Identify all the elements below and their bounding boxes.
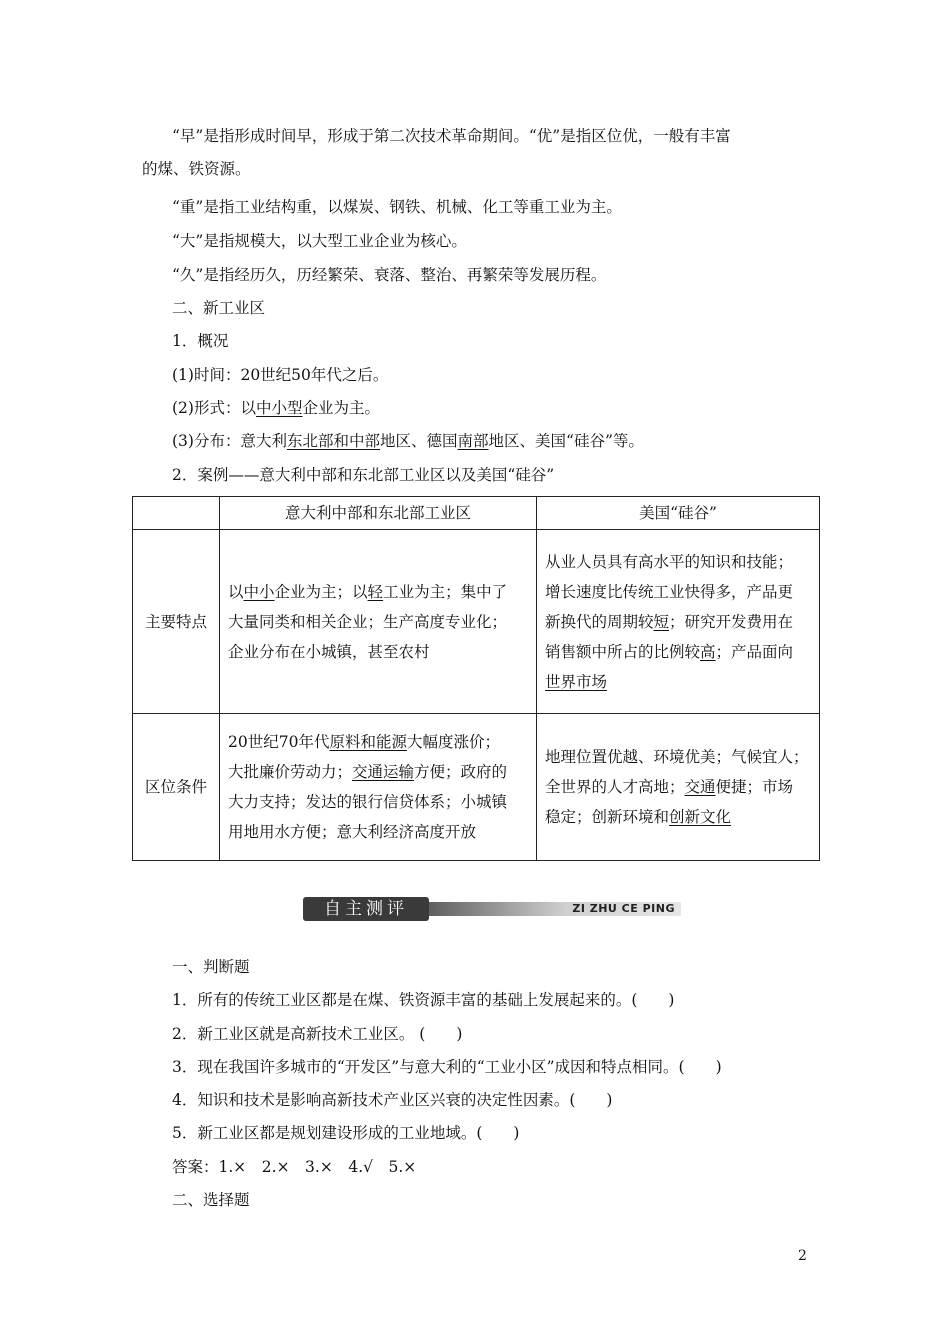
table-row-location [133, 714, 820, 861]
question-2: 2．新工业区就是高新技术工业区。 ( ) [172, 1025, 463, 1043]
overview-heading: 1．概况 [172, 332, 229, 350]
question-1: 1．所有的传统工业区都是在煤、铁资源丰富的基础上发展起来的。( ) [172, 991, 675, 1009]
intro-paragraph-2: “重”是指工业结构重，以煤炭、钢铁、机械、化工等重工业为主。 [172, 198, 622, 216]
overview-form: (2)形式：以中小型企业为主。 [172, 399, 380, 417]
judgement-heading: 一、判断题 [172, 958, 250, 976]
intro-paragraph-1-cont: 的煤、铁资源。 [142, 160, 251, 178]
location-silicon-valley-cell: 地理位置优越、环境优美；气候宜人； 全世界的人才高地；交通便捷；市场 稳定；创新环境和创新文化 [537, 714, 820, 861]
intro-paragraph-3: “大”是指规模大，以大型工业企业为核心。 [172, 232, 467, 250]
self-test-banner [303, 897, 681, 921]
row-label-features: 主要特点 [133, 530, 220, 714]
table-corner-cell [133, 497, 220, 530]
case-comparison-table [132, 496, 820, 861]
section-heading-new-industrial: 二、新工业区 [172, 299, 266, 317]
table-row-features [133, 530, 820, 714]
table-header-italy: 意大利中部和东北部工业区 [220, 497, 537, 530]
case-heading: 2．案例——意大利中部和东北部工业区以及美国“硅谷” [172, 466, 555, 484]
intro-paragraph-1: “早”是指形成时间早，形成于第二次技术革命期间。“优”是指区位优，一般有丰富 [172, 127, 731, 145]
features-italy-cell: 以中小企业为主；以轻工业为主；集中了 大量同类和相关企业；生产高度专业化； 企业分布在小城镇，甚至农村 [220, 530, 537, 714]
question-4: 4．知识和技术是影响高新技术产业区兴衰的决定性因素。( ) [172, 1091, 613, 1109]
table-header-silicon-valley: 美国“硅谷” [537, 497, 820, 530]
row-label-location: 区位条件 [133, 714, 220, 861]
question-5: 5．新工业区都是规划建设形成的工业地域。( ) [172, 1124, 520, 1142]
choice-heading: 二、选择题 [172, 1191, 250, 1209]
question-3: 3．现在我国许多城市的“开发区”与意大利的“工业小区”成因和特点相同。( ) [172, 1058, 722, 1076]
features-silicon-valley-cell: 从业人员具有高水平的知识和技能； 增长速度比传统工业快得多，产品更 新换代的周期较短；研究开发费用在 销售额中所占的比例较高；产品面向 世界市场 [537, 530, 820, 714]
location-italy-cell: 20世纪70年代原料和能源大幅度涨价； 大批廉价劳动力；交通运输方便；政府的 大力支持；发达的银行信贷体系；小城镇 用地用水方便；意大利经济高度开放 [220, 714, 537, 861]
overview-distribution: (3)分布：意大利东北部和中部地区、德国南部地区、美国“硅谷”等。 [172, 432, 644, 450]
overview-time: (1)时间：20世纪50年代之后。 [172, 366, 389, 384]
table-header-row [133, 497, 820, 530]
page-number: 2 [798, 1248, 807, 1264]
intro-paragraph-4: “久”是指经历久，历经繁荣、衰落、整治、再繁荣等发展历程。 [172, 266, 607, 284]
banner-title: 自主测评 [303, 897, 429, 921]
answer-key: 答案：1.× 2.× 3.× 4.√ 5.× [172, 1158, 417, 1176]
banner-pinyin: ZI ZHU CE PING [572, 902, 675, 915]
